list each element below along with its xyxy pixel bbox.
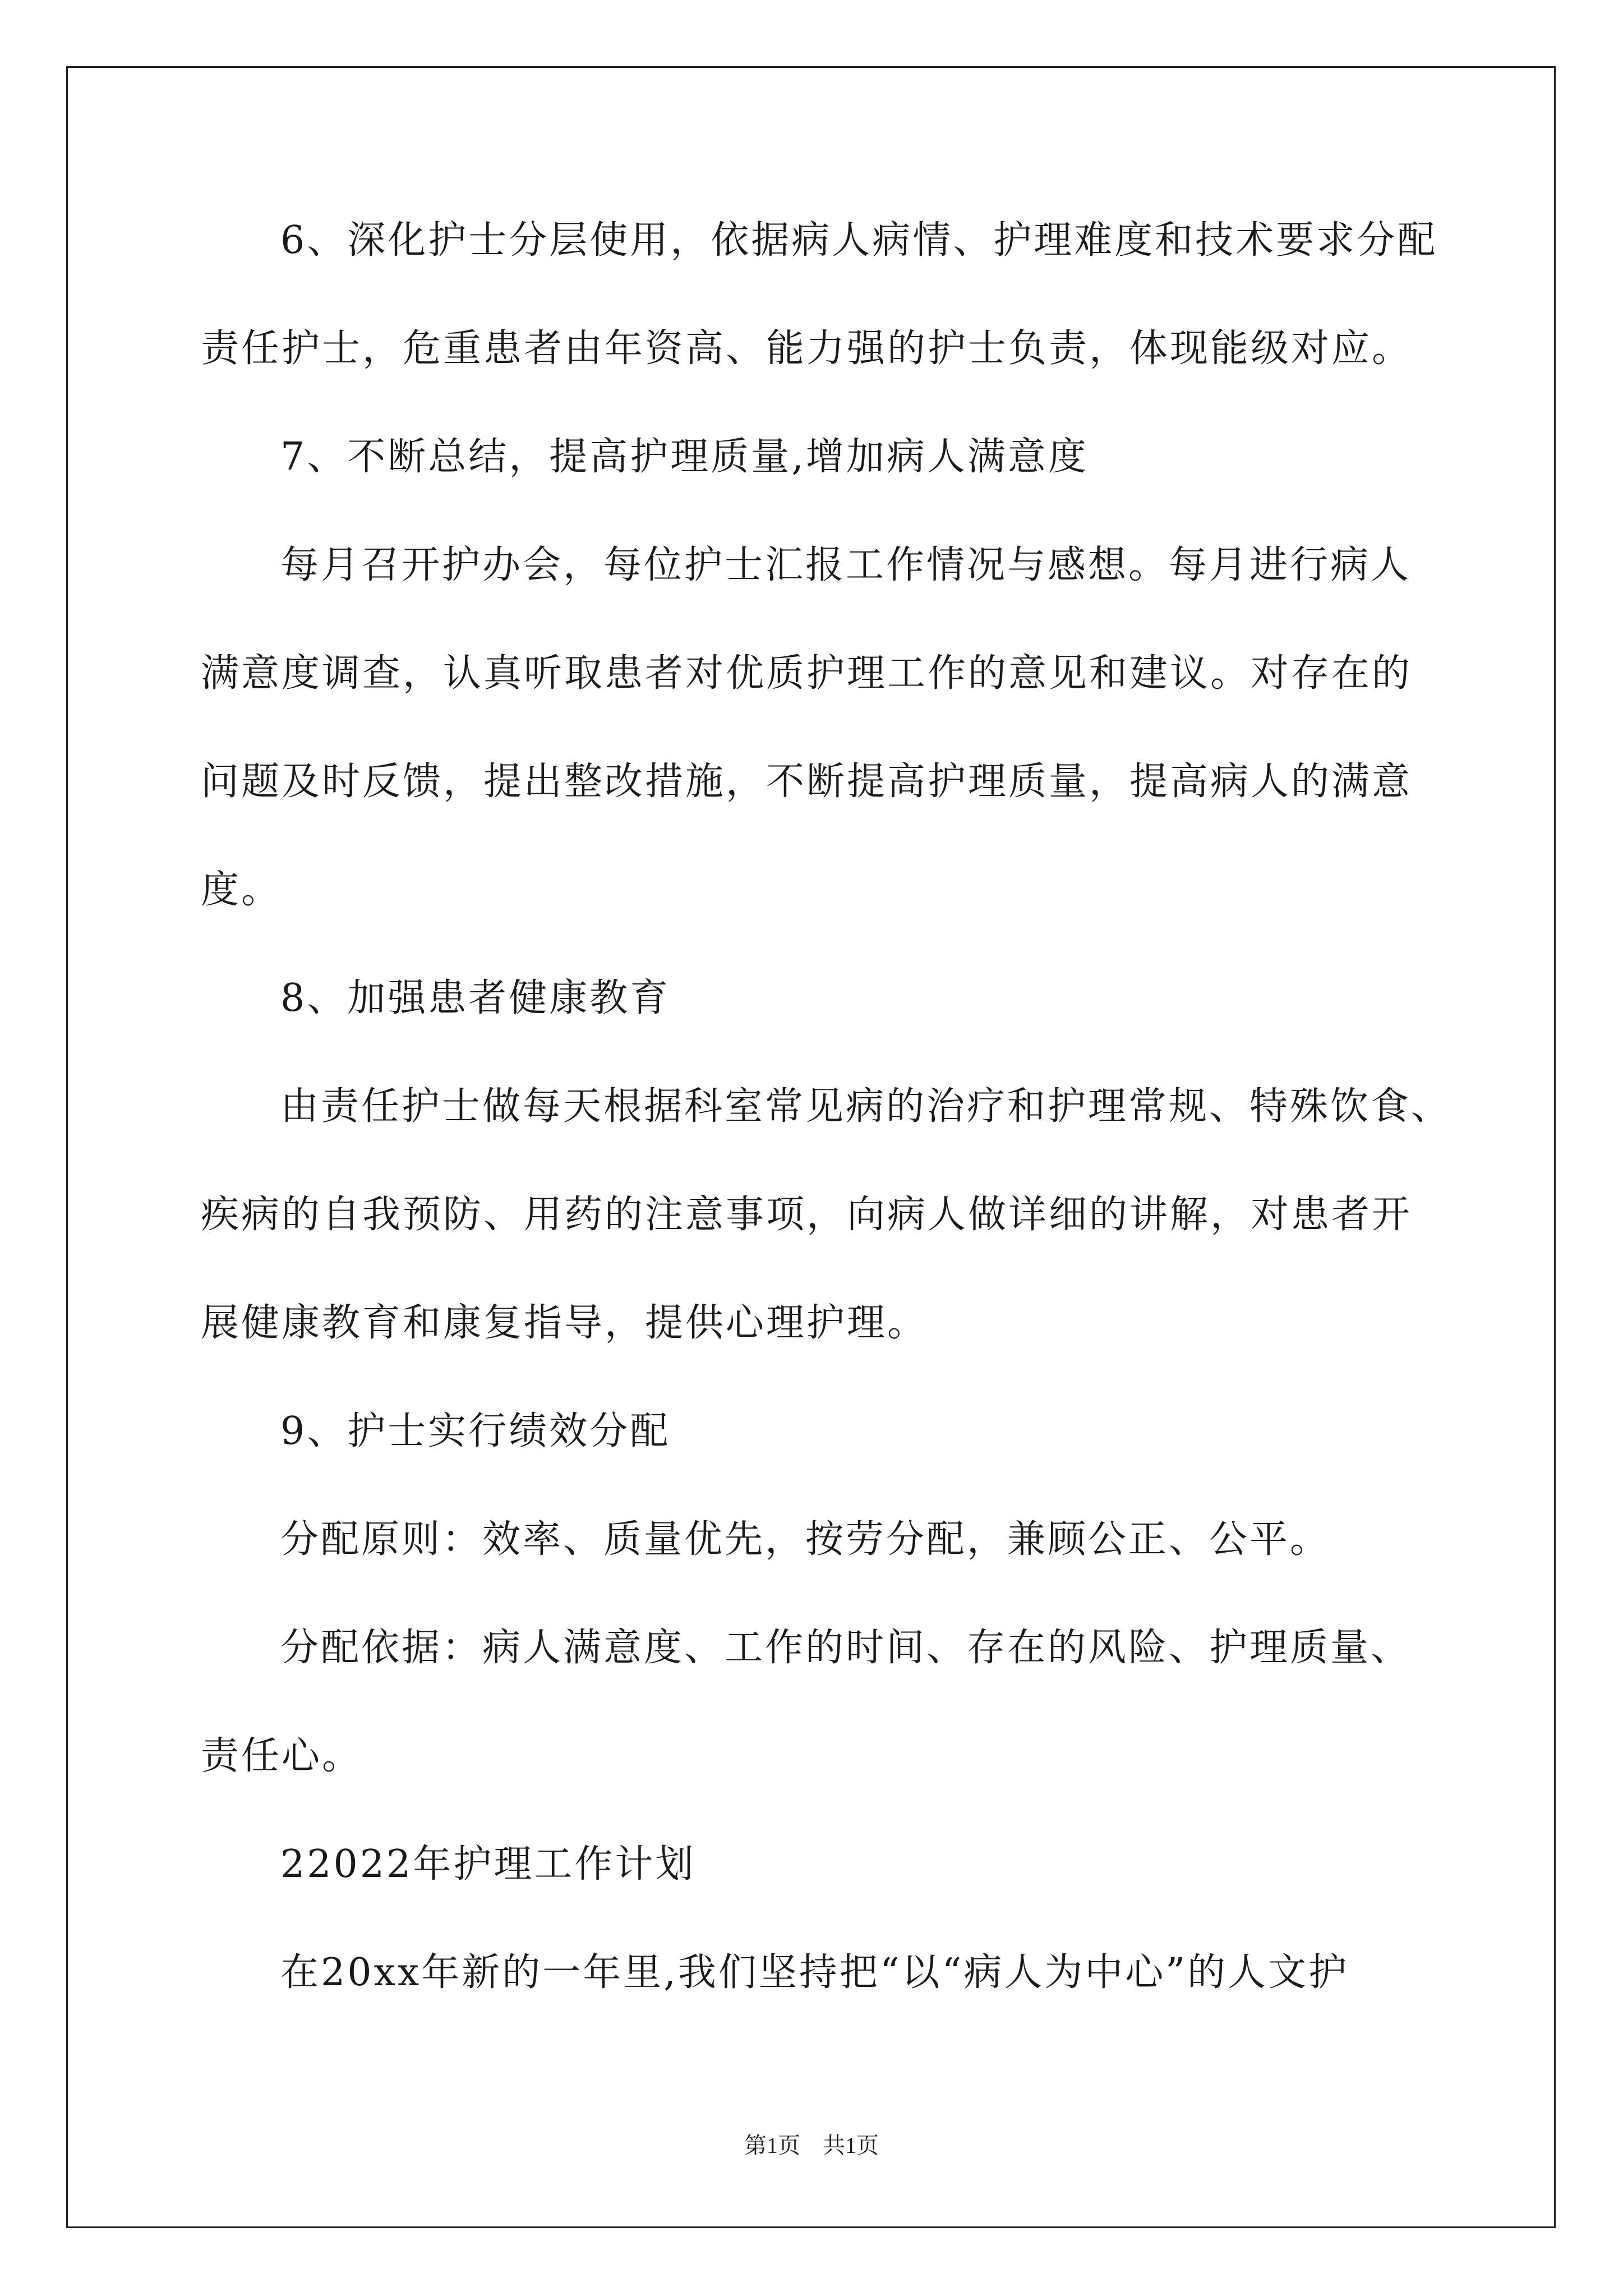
paragraph-line: 问题及时反馈，提出整改措施，不断提高护理质量，提高病人的满意 [201,760,1413,804]
paragraph-line: 满意度调查，认真听取患者对优质护理工作的意见和建议。对存在的 [201,651,1413,696]
paragraph-line: 分配依据：病人满意度、工作的时间、存在的风险、护理质量、 [280,1626,1412,1670]
section-heading: 9、护士实行绩效分配 [280,1409,671,1453]
paragraph-line: 在20xx年新的一年里,我们坚持把“以“病人为中心”的人文护 [280,1950,1349,1995]
paragraph-line: 展健康教育和康复指导，提供心理护理。 [201,1301,928,1345]
paragraph-line: 每月召开护办会，每位护士汇报工作情况与感想。每月进行病人 [280,543,1412,587]
paragraph-line: 分配原则：效率、质量优先，按劳分配，兼顾公正、公平。 [280,1517,1331,1562]
paragraph-line: 由责任护士做每天根据科室常见病的治疗和护理常规、特殊饮食、 [280,1084,1452,1129]
paragraph-line: 疾病的自我预防、用药的注意事项，向病人做详细的讲解，对患者开 [201,1193,1413,1237]
paragraph-line: 6、深化护士分层使用，依据病人病情、护理难度和技术要求分配 [280,218,1438,263]
page-number-footer: 第1页 共1页 [744,2133,879,2158]
page-border [66,66,1556,2228]
section-heading: 22022年护理工作计划 [280,1842,696,1887]
paragraph-line: 责任护士，危重患者由年资高、能力强的护士负责，体现能级对应。 [201,326,1413,371]
section-heading: 8、加强患者健康教育 [280,976,671,1020]
paragraph-line: 责任心。 [201,1734,363,1778]
section-heading: 7、不断总结，提高护理质量,增加病人满意度 [280,435,1089,479]
paragraph-line: 度。 [201,868,282,912]
